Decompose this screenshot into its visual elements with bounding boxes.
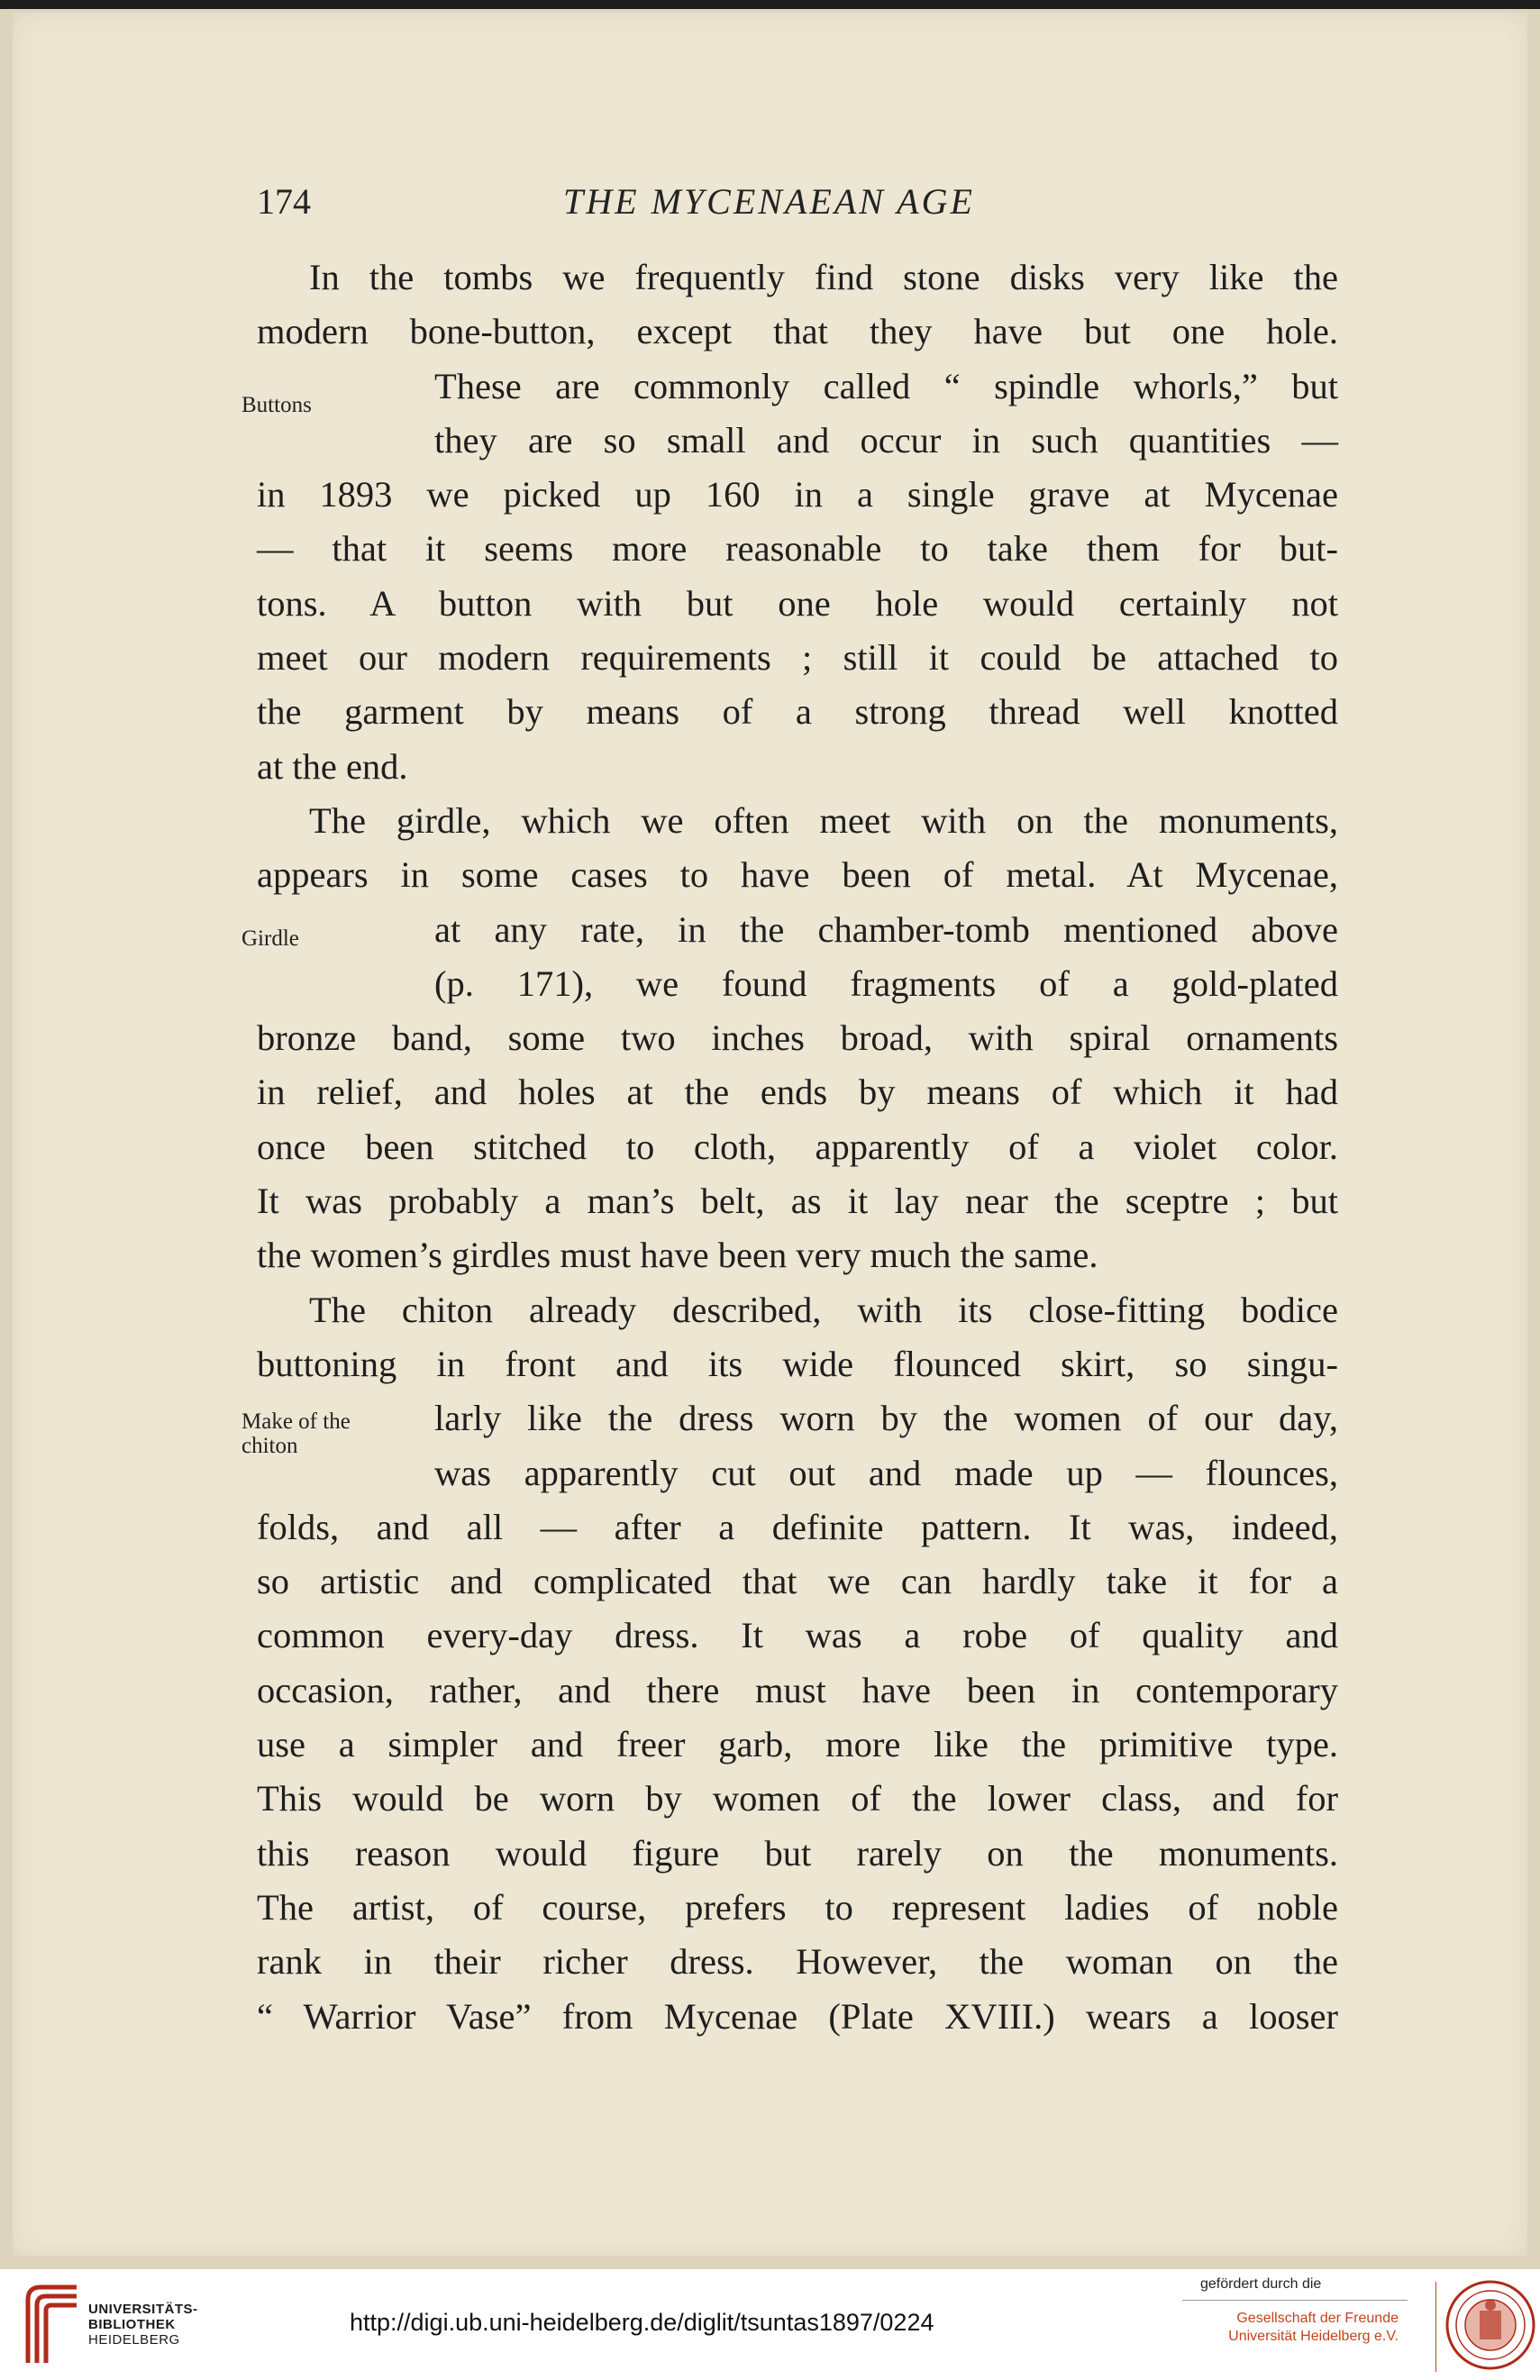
text-line: in relief, and holes at the ends by means of which it had xyxy=(257,1071,1338,1113)
library-name-line1: UNIVERSITÄTS- xyxy=(88,2302,198,2317)
text-line: buttoning in front and its wide flounced skirt, so singu- xyxy=(257,1343,1338,1384)
library-logo-icon xyxy=(23,2282,82,2368)
text-line: common every-day dress. It was a robe of quality and xyxy=(257,1615,1338,1656)
text-line: the women’s girdles must have been very much the same. xyxy=(257,1235,1098,1276)
library-name xyxy=(88,2302,198,2348)
text-line: in 1893 we picked up 160 in a single grave at Mycenae xyxy=(257,474,1338,515)
text-line: The girdle, which we often meet with on the monuments, xyxy=(309,799,1338,841)
page-number: 174 xyxy=(257,181,311,222)
digital-library-url[interactable]: http://digi.ub.uni-heidelberg.de/diglit/tsuntas1897/0224 xyxy=(350,2309,934,2336)
sponsor-line1: Gesellschaft der Freunde xyxy=(1236,2311,1399,2326)
text-line: once been stitched to cloth, apparently of a violet color. xyxy=(257,1126,1338,1167)
running-title: THE MYCENAEAN AGE xyxy=(563,181,975,222)
sponsor-block xyxy=(1182,2276,1424,2346)
text-line: It was probably a man’s belt, as it lay near the sceptre ; but xyxy=(257,1181,1338,1222)
text-line: occasion, rather, and there must have been in contemporary xyxy=(257,1669,1338,1710)
text-line: rank in their richer dress. However, the woman on the xyxy=(257,1941,1338,1983)
text-line: These are commonly called “ spindle whorls,” but xyxy=(434,365,1338,406)
text-line: larly like the dress worn by the women of our day, xyxy=(434,1398,1338,1439)
text-line: this reason would figure but rarely on the monuments. xyxy=(257,1832,1338,1874)
scan-edge xyxy=(0,0,1540,9)
text-line: appears in some cases to have been of metal. At Mycenae, xyxy=(257,854,1338,896)
page-header xyxy=(257,180,1338,234)
text-line: The chiton already described, with its close-fitting bodice xyxy=(309,1289,1338,1330)
text-line: — that it seems more reasonable to take them for but- xyxy=(257,528,1338,570)
paragraph-buttons xyxy=(257,251,1338,794)
margin-note-chiton-line2: chiton xyxy=(241,1434,298,1458)
library-name-line3: HEIDELBERG xyxy=(88,2332,180,2348)
margin-note-buttons: Buttons xyxy=(241,393,312,417)
text-line: so artistic and complicated that we can hardly take it for a xyxy=(257,1561,1338,1602)
text-line: bronze band, some two inches broad, with spiral ornaments xyxy=(257,1017,1338,1059)
footer-divider xyxy=(1435,2282,1436,2372)
text-line: at the end. xyxy=(257,745,408,787)
text-line: The artist, of course, prefers to represent ladies of noble xyxy=(257,1886,1338,1928)
text-line: This would be worn by women of the lower class, and for xyxy=(257,1778,1338,1819)
library-name-line2: BIBLIOTHEK xyxy=(88,2317,176,2332)
text-line: folds, and all — after a definite pattern. It was, indeed, xyxy=(257,1506,1338,1547)
text-line: the garment by means of a strong thread well knotted xyxy=(257,691,1338,733)
paragraph-chiton xyxy=(257,1283,1338,2044)
text-line: “ Warrior Vase” from Mycenae (Plate XVIII.) wears a looser xyxy=(257,1995,1338,2037)
sponsor-line2: Universität Heidelberg e.V. xyxy=(1228,2329,1399,2344)
paragraph-girdle xyxy=(257,794,1338,1283)
margin-note-girdle: Girdle xyxy=(241,926,299,951)
text-line: In the tombs we frequently find stone disks very like the xyxy=(309,257,1338,297)
footer-bar xyxy=(0,2269,1540,2380)
text-line: tons. A button with but one hole would certainly not xyxy=(257,582,1338,624)
text-line: (p. 171), we found fragments of a gold-plated xyxy=(434,962,1338,1004)
sponsor-by: gefördert durch die xyxy=(1200,2276,1322,2292)
text-line: was apparently cut out and made up — flounces, xyxy=(434,1452,1338,1493)
text-line: use a simpler and freer garb, more like the primitive type. xyxy=(257,1724,1338,1765)
text-line: modern bone-button, except that they have but one hole. xyxy=(257,311,1338,352)
text-line: meet our modern requirements ; still it could be attached to xyxy=(257,637,1338,679)
body-text xyxy=(257,251,1338,2044)
margin-note-chiton-line1: Make of the xyxy=(241,1409,351,1434)
text-line: they are so small and occur in such quantities — xyxy=(434,419,1338,460)
sponsor-rule xyxy=(1182,2300,1408,2301)
university-seal-icon xyxy=(1444,2278,1537,2372)
text-line: at any rate, in the chamber-tomb mentioned above xyxy=(434,908,1338,950)
